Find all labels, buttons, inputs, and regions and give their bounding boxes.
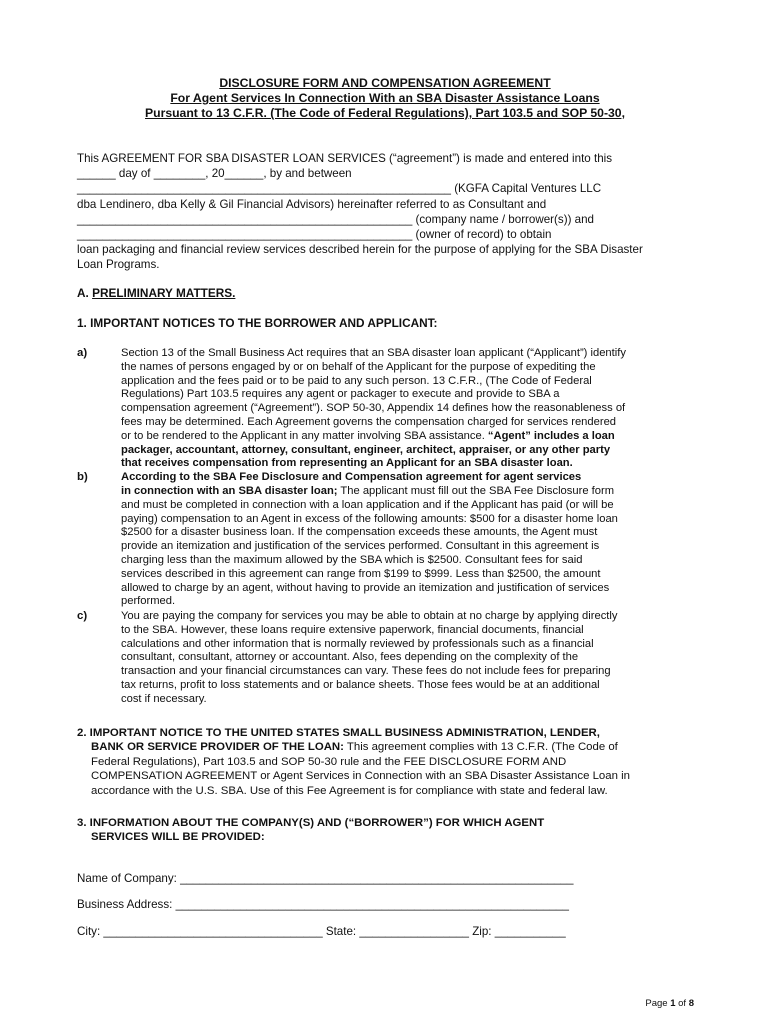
item-a-line: Regulations) Part 103.5 requires any agent or packager to execute and provide to SBA a [121, 388, 560, 401]
section-2-line [77, 740, 697, 754]
item-b-line: allowed to charge by an agent, without having to provide an itemization and justification of services [121, 581, 610, 594]
item-c-text [121, 610, 701, 707]
intro-paragraph [77, 151, 697, 273]
item-b-line: provide an itemization and justification of the services performed. Consultant in this agreement is [121, 540, 600, 553]
section-1-heading: 1. IMPORTANT NOTICES TO THE BORROWER AND APPLICANT: [77, 316, 438, 330]
item-a-bold-line: that receives compensation from representing an Applicant for an SBA disaster loan. [121, 457, 573, 470]
item-a-plain: or to be rendered to the Applicant in any matter involving SBA assistance. [121, 429, 488, 442]
section-3-heading [77, 816, 544, 845]
city-state-zip-field[interactable]: City: __________________________________ State: _________________ Zip: ___________ [77, 925, 566, 938]
section-a-heading [77, 286, 235, 300]
section-2 [77, 726, 697, 798]
item-b-line: $2500 for a disaster business loan. If the compensation exceeds these amounts, the Agent must [121, 526, 598, 539]
item-a-line: fees may be determined. Each Agreement governs the compensation charged for services rendered [121, 415, 617, 428]
item-b-line: and must be completed in connection with a loan application and if the Applicant has paid (or will be [121, 498, 614, 511]
item-c-line: consultant, consultant, attorney or accountant. Also, fees depending on the complexity of the [121, 651, 579, 664]
intro-line: dba Lendinero, dba Kelly & Gil Financial Advisors) hereinafter referred to as Consultant and [77, 197, 547, 211]
item-c-line: cost if necessary. [121, 692, 207, 705]
item-b-line: performed. [121, 595, 176, 608]
item-c-letter: c) [77, 610, 88, 622]
item-a-line: Section 13 of the Small Business Act requires that an SBA disaster loan applicant (“Applicant”) identify [121, 347, 626, 359]
item-a-line [121, 430, 701, 444]
item-b-line: paying) compensation to an Agent in excess of the following amounts: $500 for a disaster home loan [121, 512, 618, 525]
company-name-field[interactable]: Name of Company: _____________________________________________________________ [77, 872, 574, 885]
section-2-line: COMPENSATION AGREEMENT or Agent Services in Connection with an SBA Disaster Assistance Loan in [91, 770, 630, 783]
page-number [645, 998, 694, 1009]
item-b-bold: in connection with an SBA disaster loan; [121, 484, 338, 497]
section-3-line: SERVICES WILL BE PROVIDED: [91, 831, 265, 844]
document-title: DISCLOSURE FORM AND COMPENSATION AGREEMENT [219, 76, 551, 90]
intro-line: ______ day of ________, 20______, by and between [77, 167, 352, 181]
item-b-line [121, 485, 701, 499]
section-2-plain: This agreement complies with 13 C.F.R. (The Code of [343, 741, 618, 754]
section-a-prefix: A. [77, 286, 93, 300]
item-a-text [121, 347, 701, 609]
item-c-line: transaction and your financial circumstances can vary. These fees do not include fees for preparing [121, 665, 611, 678]
intro-line: loan packaging and financial review services described herein for the purpose of applying for the SBA Disaster [77, 243, 643, 257]
total-pages: 8 [688, 998, 694, 1009]
document-regulation-reference: Pursuant to 13 C.F.R. (The Code of Federal Regulations), Part 103.5 and SOP 50-30, [145, 106, 625, 120]
section-3-line: 3. INFORMATION ABOUT THE COMPANY(S) AND (“BORROWER”) FOR WHICH AGENT [77, 817, 545, 829]
of-word: of [675, 998, 689, 1009]
document-subtitle: For Agent Services In Connection With an SBA Disaster Assistance Loans [170, 91, 600, 105]
section-2-heading-cont: BANK OR SERVICE PROVIDER OF THE LOAN: [91, 741, 344, 754]
item-b-bold-line: According to the SBA Fee Disclosure and Compensation agreement for agent services [121, 471, 582, 484]
item-a-line: compensation agreement (“Agreement”). SOP 50-30, Appendix 14 defines how the reasonableness of [121, 402, 626, 415]
section-2-line: accordance with the U.S. SBA. Use of this Fee Agreement is for compliance with state and federal law. [91, 784, 608, 797]
section-a-label: PRELIMINARY MATTERS. [92, 286, 236, 300]
item-b-line: charging less than the maximum allowed by the SBA which is $2500. Consultant fees for said [121, 553, 583, 566]
item-a-letter: a) [77, 347, 88, 359]
item-a-line: application and the fees paid or to be paid to any such person. 13 C.F.R., (The Code of Federal [121, 374, 592, 387]
intro-line: ____________________________________________________ (company name / borrower(s)) and [77, 212, 594, 226]
item-c-line: to the SBA. However, these loans require extensive paperwork, financial documents, financial [121, 623, 584, 636]
item-b-plain: The applicant must fill out the SBA Fee Disclosure form [337, 484, 615, 497]
item-b-letter: b) [77, 471, 88, 483]
item-a-agent-definition: “Agent” includes a loan [487, 429, 615, 442]
section-2-heading: 2. IMPORTANT NOTICE TO THE UNITED STATES SMALL BUSINESS ADMINISTRATION, LENDER, [77, 727, 600, 739]
item-c-line: calculations and other information that is normally reviewed by professionals such as a financial [121, 637, 594, 650]
item-c-line: tax returns, profit to loss statements and or balance sheets. Those fees would be at an additional [121, 678, 600, 691]
item-a-bold-line: packager, accountant, attorney, consultant, engineer, architect, appraiser, or any other party [121, 443, 611, 456]
current-page: 1 [670, 998, 676, 1009]
intro-line: Loan Programs. [77, 258, 160, 272]
intro-line: ____________________________________________________ (owner of record) to obtain [77, 228, 552, 242]
section-2-line: Federal Regulations), Part 103.5 and SOP 50-30 rule and the FEE DISCLOSURE FORM AND [91, 755, 567, 768]
item-c-line: You are paying the company for services you may be able to obtain at no charge by applying directly [121, 610, 618, 622]
item-b-line: services described in this agreement can range from $199 to $999. Less than $2500, the amount [121, 567, 601, 580]
business-address-field[interactable]: Business Address: _____________________________________________________________ [77, 898, 569, 911]
intro-line: __________________________________________________________ (KGFA Capital Ventures LLC [77, 182, 602, 196]
intro-line: This AGREEMENT FOR SBA DISASTER LOAN SERVICES (“agreement”) is made and entered into this [77, 152, 613, 165]
page-word: Page [645, 998, 671, 1009]
item-a-line: the names of persons engaged by or on behalf of the Applicant for the purpose of expediting the [121, 360, 596, 373]
